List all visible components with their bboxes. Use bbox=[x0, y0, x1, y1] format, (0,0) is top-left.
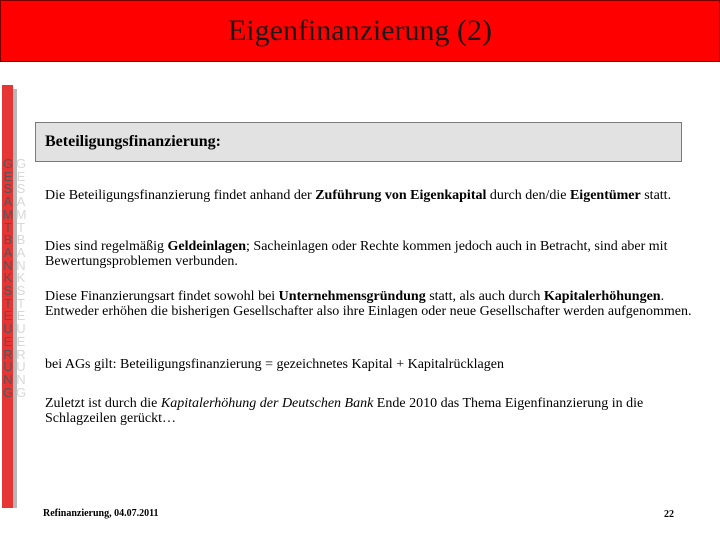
paragraph-3-bold-2: Kapitalerhöhungen bbox=[543, 289, 661, 304]
paragraph-1-text: Die Beteiligungsfinanzierung findet anhand der bbox=[45, 188, 316, 203]
paragraph-2-text: Dies sind regelmäßig bbox=[45, 239, 168, 254]
paragraph-1-bold-2: Eigentümer bbox=[569, 188, 641, 203]
paragraph-2-text-2: ; Sacheinlagen oder Rechte kommen jedoch auch in Betracht, sind aber mit Bewertungsproblemen verbunden. bbox=[45, 239, 668, 269]
subtitle-box bbox=[35, 122, 682, 162]
paragraph-1 bbox=[45, 188, 695, 203]
paragraph-3 bbox=[45, 289, 695, 319]
paragraph-2-bold: Geldeinlagen bbox=[167, 239, 247, 254]
paragraph-5-text: Zuletzt ist durch die bbox=[45, 396, 161, 411]
paragraph-5-italic: Kapitalerhöhung der Deutschen Bank bbox=[160, 396, 374, 411]
footer-label: Refinanzierung, 04.07.2011 bbox=[43, 508, 159, 519]
paragraph-1-text-3: statt. bbox=[640, 188, 672, 203]
paragraph-3-bold: Unternehmensgründung bbox=[278, 289, 426, 304]
paragraph-3-text: Diese Finanzierungsart findet sowohl bei bbox=[45, 289, 279, 304]
paragraph-1-text-2: durch den/die bbox=[486, 188, 570, 203]
slide-title: Eigenfinanzierung (2) bbox=[227, 14, 493, 47]
paragraph-3-text-2: statt, als auch durch bbox=[425, 289, 544, 304]
paragraph-5-text-2: Ende 2010 das Thema Eigenfinanzierung in die Schlagzeilen gerückt… bbox=[45, 396, 644, 426]
title-bar bbox=[0, 0, 720, 62]
paragraph-1-bold: Zuführung von Eigenkapital bbox=[315, 188, 487, 203]
paragraph-4-text: bei AGs gilt: Beteiligungsfinanzierung = gezeichnetes Kapital + Kapitalrücklagen bbox=[45, 357, 504, 372]
subtitle: Beteiligungsfinanzierung: bbox=[45, 133, 222, 150]
paragraph-3-text-3: . Entweder erhöhen die bisherigen Gesellschafter also ihre Einlagen oder neue Gesellschafter werden aufgenommen. bbox=[45, 289, 692, 319]
side-label: GESAMTBANKSTEUERUNG bbox=[2, 156, 14, 400]
side-label-ghost: GESAMTBANKSTEUERUNG bbox=[15, 156, 27, 400]
page-number: 22 bbox=[664, 509, 674, 520]
paragraph-4 bbox=[45, 357, 695, 372]
paragraph-5 bbox=[45, 396, 695, 426]
paragraph-2 bbox=[45, 239, 695, 269]
